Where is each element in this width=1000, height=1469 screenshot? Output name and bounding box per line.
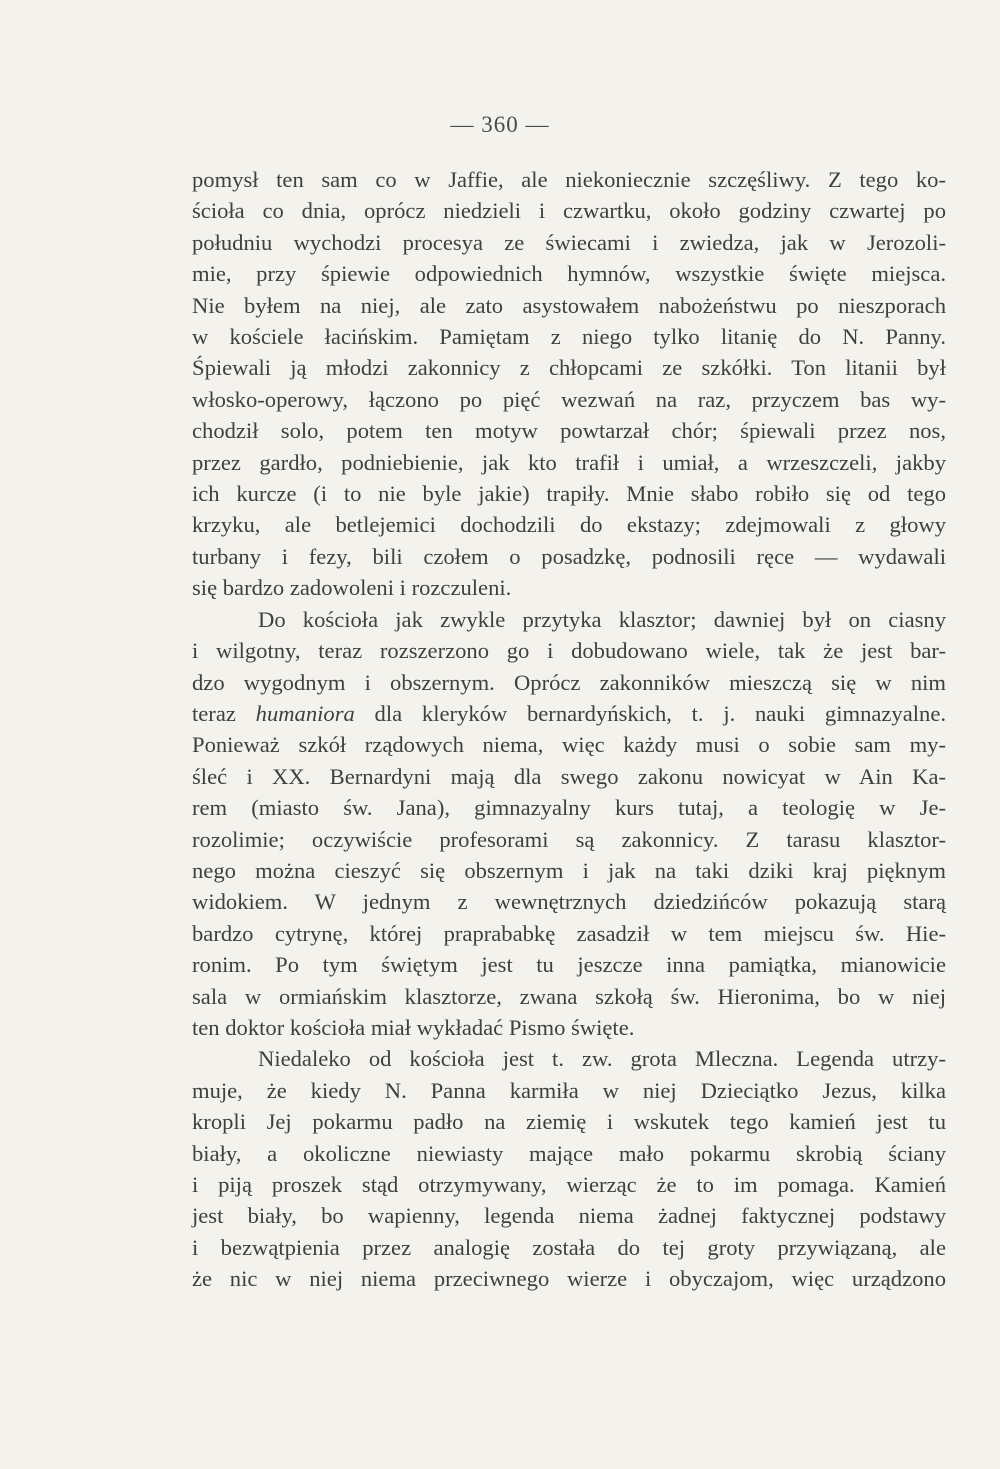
text-line: południu wychodzi procesya ze świecami i zwiedza, jak w Jerozoli- bbox=[192, 229, 946, 255]
body-text bbox=[192, 164, 946, 1295]
text-line: ten doktor kościoła miał wykładać Pismo święte. bbox=[192, 1014, 635, 1040]
text-line: włosko-operowy, łączono po pięć wezwań na raz, przyczem bas wy- bbox=[192, 386, 946, 412]
text-line: ronim. Po tym świętym jest tu jeszcze inna pamiątka, mianowicie bbox=[192, 952, 946, 978]
text-segment: dla kleryków bernardyńskich, t. j. nauki gimnazyalne. bbox=[354, 700, 946, 726]
text-line: że nic w niej niema przeciwnego wierze i obyczajom, więc urządzono bbox=[192, 1266, 946, 1292]
text-line: bardzo cytrynę, której praprababkę zasadził w tem miejscu św. Hie- bbox=[192, 920, 946, 946]
italic-term: humaniora bbox=[255, 700, 355, 726]
text-line: chodził solo, potem ten motyw powtarzał chór; śpiewali przez nos, bbox=[192, 418, 946, 444]
text-line: sala w ormiańskim klasztorze, zwana szkołą św. Hieronima, bo w niej bbox=[192, 983, 946, 1009]
text-line: i bezwątpienia przez analogię została do tej groty przywiązaną, ale bbox=[192, 1234, 946, 1260]
text-line: przez gardło, podniebienie, jak kto trafił i umiał, a wrzeszczeli, jakby bbox=[192, 449, 946, 475]
text-line: biały, a okoliczne niewiasty mające mało pokarmu skrobią ściany bbox=[192, 1140, 946, 1166]
text-line: Ponieważ szkół rządowych niema, więc każdy musi o sobie sam my- bbox=[192, 732, 946, 758]
text-line: śleć i XX. Bernardyni mają dla swego zakonu nowicyat w Ain Ka- bbox=[192, 763, 946, 789]
text-line: Śpiewali ją młodzi zakonnicy z chłopcami ze szkółki. Ton litanii był bbox=[192, 355, 946, 381]
text-line: ścioła co dnia, oprócz niedzieli i czwartku, około godziny czwartej po bbox=[192, 198, 946, 224]
text-line: ich kurcze (i to nie byle jakie) trapiły. Mnie słabo robiło się od tego bbox=[192, 481, 946, 507]
text-line: Nie byłem na niej, ale zato asystowałem nabożeństwu po nieszporach bbox=[192, 292, 946, 318]
text-line: kropli Jej pokarmu padło na ziemię i wskutek tego kamień jest tu bbox=[192, 1109, 946, 1135]
text-line: Do kościoła jak zwykle przytyka klasztor; dawniej był on ciasny bbox=[258, 606, 946, 632]
text-line: jest biały, bo wapienny, legenda niema żadnej faktycznej podstawy bbox=[192, 1203, 946, 1229]
text-line: turbany i fezy, bili czołem o posadzkę, podnosili ręce — wydawali bbox=[192, 543, 946, 569]
text-line: rozolimie; oczywiście profesorami są zakonnicy. Z tarasu klasztor- bbox=[192, 826, 946, 852]
text-line: w kościele łacińskim. Pamiętam z niego tylko litanię do N. Panny. bbox=[192, 324, 946, 350]
paragraph-1 bbox=[192, 164, 946, 604]
text-line: nego można cieszyć się obszernym i jak na taki dziki kraj pięknym bbox=[192, 857, 946, 883]
text-line: krzyku, ale betlejemici dochodzili do ekstazy; zdejmowali z głowy bbox=[192, 512, 946, 538]
text-line: i wilgotny, teraz rozszerzono go i dobudowano wiele, tak że jest bar- bbox=[192, 638, 946, 664]
text-line: i piją proszek stąd otrzymywany, wierząc że to im pomaga. Kamień bbox=[192, 1172, 946, 1197]
text-line: pomysł ten sam co w Jaffie, ale niekoniecznie szczęśliwy. Z tego ko- bbox=[192, 167, 946, 192]
text-line: się bardzo zadowoleni i rozczuleni. bbox=[192, 575, 512, 601]
text-line: rem (miasto św. Jana), gimnazyalny kurs tutaj, a teologię w Je- bbox=[192, 795, 946, 821]
text-line: mie, przy śpiewie odpowiednich hymnów, wszystkie święte miejsca. bbox=[192, 261, 946, 287]
text-line: widokiem. W jednym z wewnętrznych dziedzińców pokazują starą bbox=[192, 889, 946, 915]
text-segment: teraz bbox=[192, 700, 256, 726]
paragraph-2 bbox=[192, 604, 946, 1044]
text-line: muje, że kiedy N. Panna karmiła w niej Dzieciątko Jezus, kilka bbox=[192, 1077, 946, 1103]
text-line: Niedaleko od kościoła jest t. zw. grota Mleczna. Legenda utrzy- bbox=[258, 1046, 946, 1072]
text-line-with-italic bbox=[192, 698, 946, 729]
page-number: — 360 — bbox=[450, 112, 550, 137]
text-line: dzo wygodnym i obszernym. Oprócz zakonników mieszczą się w nim bbox=[192, 669, 946, 695]
paragraph-3 bbox=[192, 1043, 946, 1294]
